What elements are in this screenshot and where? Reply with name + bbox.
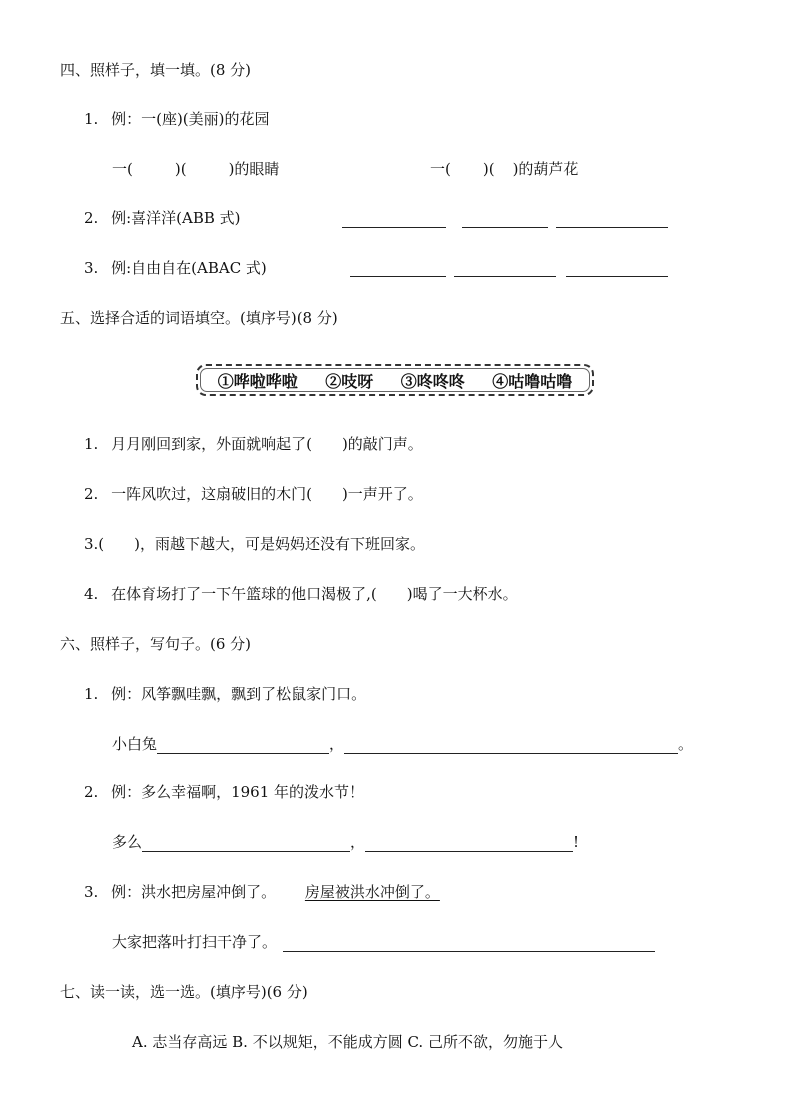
s5-q2[interactable]: 2. 一阵风吹过，这扇破旧的木门( )一声开了。: [84, 485, 423, 503]
answer-line[interactable]: [566, 276, 668, 277]
section-6-heading: 六、照样子，写句子。(6 分): [60, 635, 252, 653]
word-option: ③咚咚咚: [400, 371, 465, 391]
answer-line[interactable]: [350, 276, 446, 277]
section-4-heading: 四、照样子，填一填。(8 分): [60, 61, 252, 79]
s7-options: A. 志当存高远 B. 不以规矩，不能成方圆 C. 己所不欲，勿施于人: [132, 1033, 563, 1051]
s6-q1-fill[interactable]: 小白兔 ， 。: [112, 735, 694, 753]
s6-q1: 1. 例：风筝飘哇飘，飘到了松鼠家门口。: [84, 685, 367, 703]
s4-q1-fill-a[interactable]: 一( )( )的眼睛: [112, 160, 280, 178]
answer-line[interactable]: [157, 737, 329, 754]
answer-line[interactable]: [365, 835, 573, 852]
s6-q3-fill[interactable]: 大家把落叶打扫干净了。: [112, 932, 655, 952]
s4-q3: 3. 例:自由自在(ABAC 式): [84, 259, 267, 277]
s6-q2-fill[interactable]: 多么 ， !: [112, 833, 580, 851]
answer-line[interactable]: [142, 835, 350, 852]
word-option: ②吱呀: [325, 371, 374, 391]
answer-line[interactable]: [454, 276, 556, 277]
word-option: ①哗啦哗啦: [217, 371, 298, 391]
s5-q1[interactable]: 1. 月月刚回到家，外面就响起了( )的敲门声。: [84, 435, 423, 453]
s4-q1: [84, 109, 270, 129]
s5-q4[interactable]: 4. 在体育场打了一下午篮球的他口渴极了,( )喝了一大杯水。: [84, 585, 518, 603]
word-option: ④咕噜咕噜: [492, 371, 573, 391]
s4-q1-fill-b[interactable]: 一( )( )的葫芦花: [430, 160, 579, 178]
answer-line[interactable]: [462, 227, 548, 228]
s6-q2: 2. 例：多么幸福啊，1961 年的泼水节！: [84, 783, 365, 801]
answer-line[interactable]: [556, 227, 668, 228]
word-bank: [196, 364, 594, 396]
s5-q3[interactable]: 3.( )，雨越下越大，可是妈妈还没有下班回家。: [84, 535, 426, 553]
answer-line[interactable]: [344, 737, 678, 754]
s4-q2: 2. 例:喜洋洋(ABB 式): [84, 209, 241, 227]
section-7-heading: 七、读一读，选一选。(填序号)(6 分): [60, 983, 308, 1001]
example-answer: 房屋被洪水冲倒了。: [304, 883, 440, 901]
answer-line[interactable]: [342, 227, 446, 228]
question-number: 1.: [84, 110, 99, 128]
answer-line[interactable]: [283, 935, 655, 952]
example-text: 例：一(座)(美丽)的花园: [111, 110, 270, 128]
s6-q3: 3. 例：洪水把房屋冲倒了。 房屋被洪水冲倒了。: [84, 883, 440, 901]
section-5-heading: 五、选择合适的词语填空。(填序号)(8 分): [60, 309, 338, 327]
